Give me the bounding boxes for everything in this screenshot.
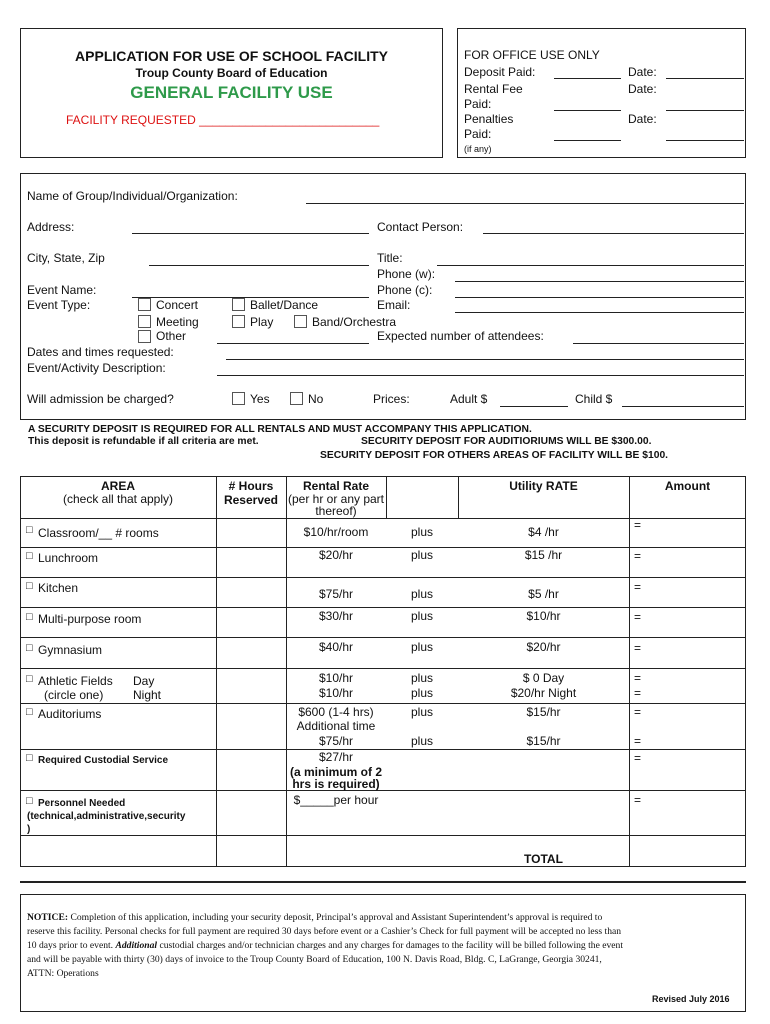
phone-c-label: Phone (c): [377, 283, 433, 297]
band-label: Band/Orchestra [312, 315, 397, 329]
area-auditorium: Auditoriums [38, 707, 102, 721]
util-lunchroom: $15 /hr [524, 548, 563, 562]
custodial-min-2: hrs is required) [292, 777, 380, 791]
if-any-note: (if any) [464, 144, 492, 154]
area-kitchen: Kitchen [38, 581, 79, 595]
amount-lunchroom[interactable]: = [634, 549, 642, 563]
description-label: Event/Activity Description: [27, 361, 166, 375]
ballet-checkbox[interactable] [232, 298, 245, 311]
amount-athletic-night[interactable]: = [634, 686, 642, 700]
facility-requested[interactable]: FACILITY REQUESTED ___________________________ [66, 113, 380, 127]
email-field[interactable] [455, 312, 744, 313]
notice-text-3a: 10 days prior to event. [27, 940, 114, 951]
rental-paid-label: Paid: [464, 97, 492, 111]
personnel-checkbox-icon[interactable]: □ [26, 795, 33, 807]
col-divider-3 [386, 476, 387, 519]
rate-lunchroom: $20/hr [318, 548, 354, 562]
phone-w-field[interactable] [455, 281, 744, 282]
child-label: Child $ [575, 392, 613, 406]
amount-classroom[interactable]: = [634, 518, 642, 532]
notice-line-4: and will be payable with thirty (30) days of invoice to the Troup County Board of Education, 100 N. Davis Road, Bldg. C, LaGrange, Georgia 30241, [27, 954, 602, 965]
attendees-field[interactable] [573, 343, 744, 344]
deposit-other: SECURITY DEPOSIT FOR OTHERS AREAS OF FACILITY WILL BE $100. [320, 450, 669, 461]
util-auditorium-1: $15/hr [526, 705, 561, 719]
penalties-label: Penalties [464, 112, 514, 126]
address-label: Address: [27, 220, 75, 234]
area-classroom: Classroom/__ # rooms [38, 526, 159, 540]
rate-personnel[interactable]: $_____per hour [293, 793, 379, 807]
date-field-1[interactable] [666, 78, 744, 79]
util-classroom: $4 /hr [528, 525, 559, 539]
play-checkbox[interactable] [232, 315, 245, 328]
title-label: Title: [377, 251, 403, 265]
rate-auditorium-2: Additional time [296, 719, 376, 733]
amount-kitchen[interactable]: = [634, 580, 642, 594]
custodial-min-1: (a minimum of 2 [289, 765, 382, 779]
contact-field[interactable] [483, 233, 744, 234]
adult-label: Adult $ [450, 392, 488, 406]
date-label-2: Date: [628, 82, 657, 96]
date-field-3[interactable] [666, 140, 744, 141]
area-gymnasium: Gymnasium [38, 643, 103, 657]
area-athletic: Athletic Fields [38, 674, 113, 688]
address-field[interactable] [132, 233, 369, 234]
play-label: Play [250, 315, 274, 329]
date-label-1: Date: [628, 65, 657, 79]
plus-auditorium-1: plus [410, 705, 433, 719]
multipurpose-checkbox-icon[interactable]: □ [26, 611, 33, 623]
header-hours: # Hours [228, 479, 274, 493]
date-field-2[interactable] [666, 110, 744, 111]
util-auditorium-2: $15/hr [526, 734, 561, 748]
header-amount: Amount [664, 479, 711, 493]
event-name-label: Event Name: [27, 283, 97, 297]
header-area: AREA [100, 479, 135, 493]
amount-gymnasium[interactable]: = [634, 641, 642, 655]
band-checkbox[interactable] [294, 315, 307, 328]
area-lunchroom: Lunchroom [38, 551, 99, 565]
amount-auditorium-2[interactable]: = [634, 734, 642, 748]
notice-line-1 [27, 911, 602, 925]
rate-multipurpose: $30/hr [318, 609, 354, 623]
phone-w-label: Phone (w): [377, 267, 436, 281]
area-personnel: Personnel Needed [38, 798, 126, 809]
gymnasium-checkbox-icon[interactable]: □ [26, 642, 33, 654]
other-label: Other [156, 329, 187, 343]
office-title: FOR OFFICE USE ONLY [464, 48, 600, 62]
plus-lunchroom: plus [410, 548, 433, 562]
header-rental-sub1: (per hr or any part [287, 492, 385, 506]
header-reserved: Reserved [223, 493, 279, 507]
notice-line-3 [27, 939, 623, 953]
rental-fee-label: Rental Fee [464, 82, 523, 96]
rate-classroom: $10/hr/room [303, 525, 369, 539]
notice-line-2: reserve this facility. Personal checks for full payment are required 30 days before event or a Cashier’s Check for full payment will be accepted no less than [27, 926, 622, 937]
yes-label: Yes [250, 392, 270, 406]
rate-auditorium-3: $75/hr [318, 734, 354, 748]
amount-custodial[interactable]: = [634, 751, 642, 765]
notice-line-5: ATTN: Operations [27, 968, 99, 979]
dates-field[interactable] [226, 359, 744, 360]
util-athletic-night: $20/hr Night [510, 686, 577, 700]
org-name: Troup County Board of Education [135, 66, 328, 80]
athletic-checkbox-icon[interactable]: □ [26, 673, 33, 685]
row-line-4 [20, 637, 746, 638]
name-field[interactable] [306, 203, 744, 204]
rate-athletic-day: $10/hr [318, 671, 354, 685]
notice-separator [20, 881, 746, 883]
dates-label: Dates and times requested: [27, 345, 174, 359]
no-label: No [308, 392, 324, 406]
util-kitchen: $5 /hr [528, 587, 559, 601]
rate-auditorium-1: $600 (1-4 hrs) [298, 705, 374, 719]
other-checkbox[interactable] [138, 330, 151, 343]
event-type-label: Event Type: [27, 298, 91, 312]
meeting-checkbox[interactable] [138, 315, 151, 328]
plus-multipurpose: plus [410, 609, 433, 623]
amount-multipurpose[interactable]: = [634, 610, 642, 624]
athletic-day[interactable]: Day [133, 674, 155, 688]
athletic-night[interactable]: Night [133, 688, 162, 702]
plus-athletic-day: plus [410, 671, 433, 685]
lunchroom-checkbox-icon[interactable]: □ [26, 550, 33, 562]
city-field[interactable] [149, 265, 369, 266]
deposit-paid-label: Deposit Paid: [464, 65, 536, 79]
deposit-paid-field[interactable] [554, 78, 621, 79]
city-label: City, State, Zip [27, 251, 105, 265]
col-divider-5 [629, 476, 630, 867]
notice-label: NOTICE: [27, 912, 69, 923]
deposit-line-1: A SECURITY DEPOSIT IS REQUIRED FOR ALL RENTALS AND MUST ACCOMPANY THIS APPLICATION. [28, 424, 532, 435]
other-field[interactable] [217, 343, 369, 344]
notice-text-3c: custodial charges and/or technician charges and any charges for damages to the facility will be billed following the event [157, 940, 624, 951]
plus-gymnasium: plus [410, 640, 433, 654]
revised-date: Revised July 2016 [652, 994, 730, 1004]
concert-checkbox[interactable] [138, 298, 151, 311]
ballet-label: Ballet/Dance [250, 298, 319, 312]
area-custodial: Required Custodial Service [38, 755, 169, 766]
row-line-3 [20, 607, 746, 608]
row-line-9 [20, 835, 746, 836]
deposit-line-2: This deposit is refundable if all criteria are met. [28, 436, 259, 447]
rate-athletic-night: $10/hr [318, 686, 354, 700]
attendees-label: Expected number of attendees: [377, 329, 544, 343]
email-label: Email: [377, 298, 411, 312]
header-area-sub: (check all that apply) [62, 492, 174, 506]
description-field[interactable] [217, 375, 744, 376]
classroom-checkbox-icon[interactable]: □ [26, 524, 33, 536]
athletic-circle-note: (circle one) [44, 688, 104, 702]
row-line-2 [20, 577, 746, 578]
area-multipurpose: Multi-purpose room [38, 612, 142, 626]
amount-personnel[interactable]: = [634, 793, 642, 807]
col-divider-1 [216, 476, 217, 867]
notice-text-1: Completion of this application, including your security deposit, Principal’s approval and Assistant Superintendent’s approval is required to [68, 912, 603, 923]
row-line-6 [20, 703, 746, 704]
child-field[interactable] [622, 406, 744, 407]
util-athletic-day: $ 0 Day [522, 671, 565, 685]
subtitle: GENERAL FACILITY USE [130, 83, 333, 102]
plus-classroom: plus [410, 525, 433, 539]
penalties-paid-field[interactable] [554, 140, 621, 141]
admission-label: Will admission be charged? [27, 392, 174, 406]
no-checkbox[interactable] [290, 392, 303, 405]
yes-checkbox[interactable] [232, 392, 245, 405]
penalties-paid-label: Paid: [464, 127, 492, 141]
rate-custodial: $27/hr [318, 750, 354, 764]
personnel-types-close: ) [27, 824, 31, 835]
form-title: APPLICATION FOR USE OF SCHOOL FACILITY [75, 48, 388, 64]
prices-label: Prices: [373, 392, 410, 406]
header-utility: Utility RATE [509, 479, 578, 493]
header-rental: Rental Rate [302, 479, 370, 493]
meeting-label: Meeting [156, 315, 199, 329]
contact-label: Contact Person: [377, 220, 464, 234]
rate-kitchen: $75/hr [318, 587, 354, 601]
concert-label: Concert [156, 298, 199, 312]
amount-athletic-day[interactable]: = [634, 671, 642, 685]
title-field[interactable] [437, 265, 744, 266]
kitchen-checkbox-icon[interactable]: □ [26, 580, 33, 592]
auditorium-checkbox-icon[interactable]: □ [26, 706, 33, 718]
notice-additional: Additional [115, 940, 158, 951]
plus-athletic-night: plus [410, 686, 433, 700]
rental-paid-field[interactable] [554, 110, 621, 111]
name-label: Name of Group/Individual/Organization: [27, 189, 238, 203]
custodial-checkbox-icon[interactable]: □ [26, 752, 33, 764]
deposit-auditorium: SECURITY DEPOSIT FOR AUDITIORIUMS WILL BE $300.00. [361, 436, 652, 447]
adult-field[interactable] [500, 406, 568, 407]
personnel-types: (technical,administrative,security [27, 811, 186, 822]
phone-c-field[interactable] [455, 297, 744, 298]
amount-auditorium-1[interactable]: = [634, 705, 642, 719]
rate-gymnasium: $40/hr [318, 640, 354, 654]
header-rental-sub2: thereof) [315, 504, 357, 518]
util-multipurpose: $10/hr [526, 609, 561, 623]
date-label-3: Date: [628, 112, 657, 126]
plus-auditorium-2: plus [410, 734, 433, 748]
total-label: TOTAL [524, 852, 563, 866]
util-gymnasium: $20/hr [526, 640, 561, 654]
plus-kitchen: plus [410, 587, 433, 601]
row-line-5 [20, 668, 746, 669]
